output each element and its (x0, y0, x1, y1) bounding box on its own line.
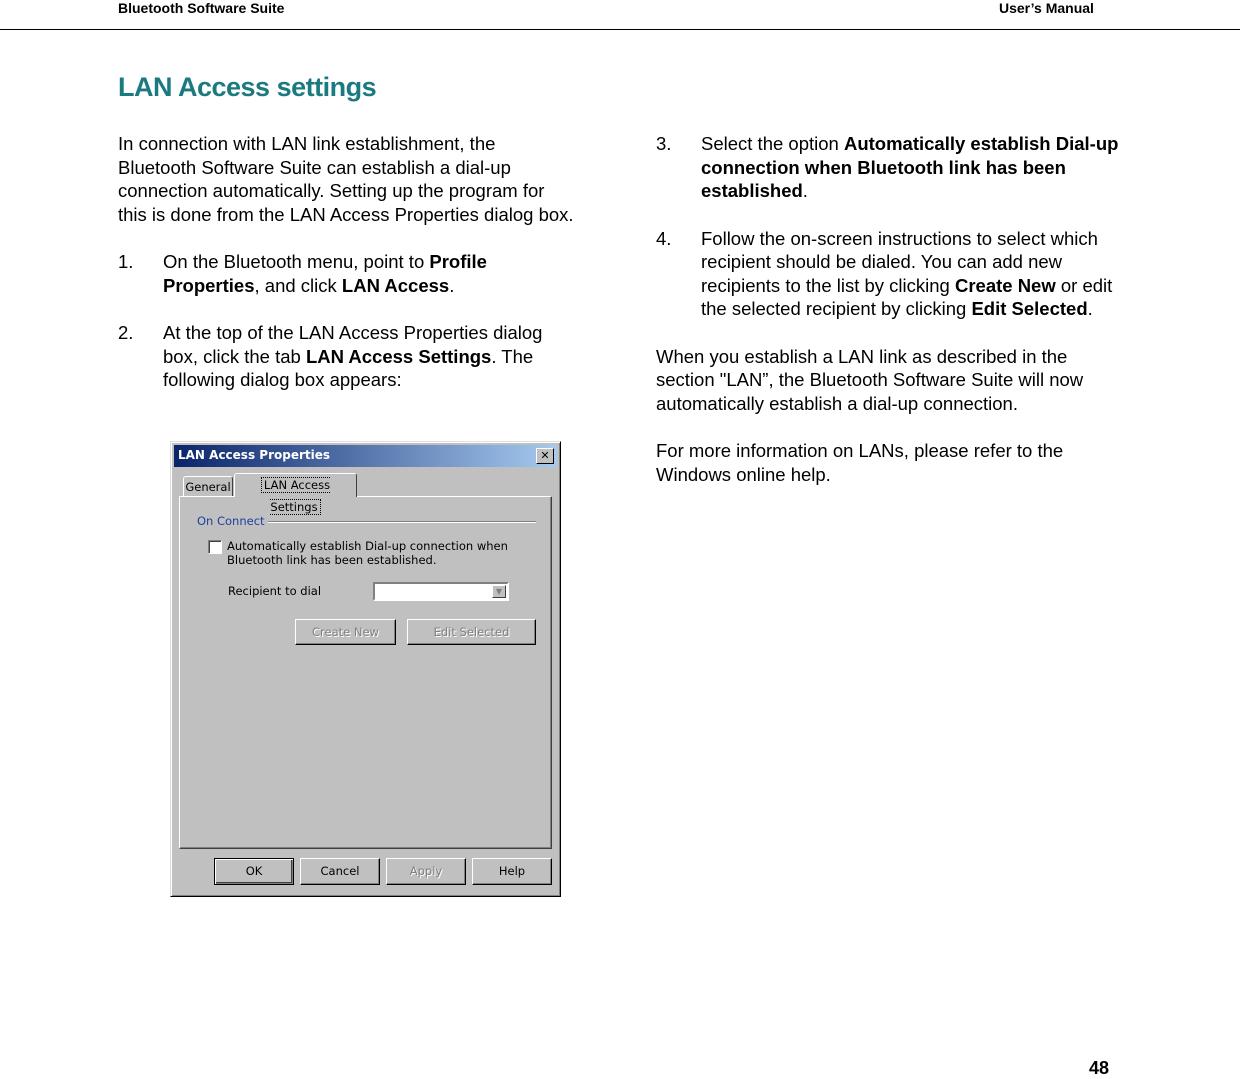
help-button[interactable]: Help (472, 858, 552, 885)
tab-general[interactable]: General (183, 476, 233, 497)
recipient-label: Recipient to dial (228, 584, 322, 598)
step-number: 3. (656, 133, 672, 154)
dialog-title: LAN Access Properties (178, 448, 331, 462)
step-number: 1. (118, 251, 134, 272)
ok-button[interactable]: OK (214, 858, 294, 885)
section-title: LAN Access settings (118, 72, 377, 102)
tab-name-lan-access-settings: LAN Access Settings (305, 345, 492, 367)
more-info-paragraph: For more information on LANs, please refer to the Windows online help. (656, 440, 1064, 485)
group-label-on-connect: On Connect (197, 514, 265, 528)
step-4: 4. Follow the on-screen instructions to select which recipient should be dialed. You can add new recipients to the list by clicking Create New or edit the selected recipient by clicking Edit Selected. (656, 227, 1113, 319)
step-number: 4. (656, 227, 672, 249)
tab-panel (179, 496, 552, 849)
create-new-button[interactable]: Create New (295, 619, 396, 645)
recipient-dropdown[interactable] (373, 582, 509, 601)
intro-paragraph: In connection with LAN link establishment, the Bluetooth Software Suite can establish a dial-up connection automatically. Setting up the program for this is done from the LAN Access Properties dialog box. (118, 133, 574, 225)
button-name-create-new: Create New (954, 274, 1056, 296)
lan-access-properties-dialog (170, 441, 561, 897)
auto-dialup-checkbox[interactable] (208, 540, 222, 554)
tab-lan-access-settings[interactable]: LAN Access Settings (234, 473, 357, 497)
chevron-down-icon[interactable]: ▼ (492, 585, 506, 598)
step-number: 2. (118, 322, 134, 343)
cancel-button[interactable]: Cancel (300, 858, 380, 885)
header-doc-title: Bluetooth Software Suite (118, 0, 285, 16)
dialog-titlebar (174, 445, 557, 467)
edit-selected-button[interactable]: Edit Selected (407, 619, 536, 645)
step-2: 2. At the top of the LAN Access Properties dialog box, click the tab LAN Access Settings. The following dialog box appears: (118, 322, 543, 390)
menu-item-lan-access: LAN Access (341, 274, 450, 296)
left-column (118, 132, 578, 392)
lan-link-paragraph: When you establish a LAN link as described in the section "LAN”, the Bluetooth Software Suite will now automatically establish a dial-up connection. (656, 345, 1084, 414)
right-column (656, 132, 1126, 486)
step-1: 1. On the Bluetooth menu, point to Profile Properties, and click LAN Access. (118, 251, 487, 296)
close-icon[interactable]: ✕ (536, 448, 554, 464)
button-name-edit-selected: Edit Selected (971, 298, 1088, 319)
option-name: Automatically establish Dial-up connection when Bluetooth link has been established (701, 133, 1119, 201)
auto-dialup-checkbox-label[interactable]: Automatically establish Dial-up connection when Bluetooth link has been established. (227, 539, 508, 567)
menu-item-profile-properties: Profile Properties (163, 251, 487, 296)
group-divider (268, 521, 536, 523)
step-3: 3. Select the option Automatically establish Dial-up connection when Bluetooth link has been established. (656, 133, 1119, 201)
apply-button[interactable]: Apply (386, 858, 466, 885)
page-number: 48 (1089, 1058, 1110, 1078)
header-manual-label: User’s Manual (999, 0, 1094, 16)
header-rule (0, 29, 1240, 30)
